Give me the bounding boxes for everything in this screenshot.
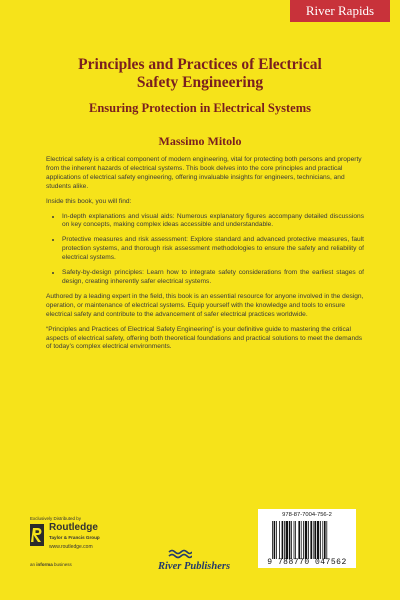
informa-prefix: an xyxy=(30,562,37,567)
barcode-bar xyxy=(272,521,273,559)
river-publishers-wave-icon xyxy=(168,548,192,560)
informa-suffix: business xyxy=(52,562,72,567)
barcode-icon xyxy=(270,521,350,559)
barcode-bar xyxy=(317,521,319,559)
title-line-1: Principles and Practices of Electrical xyxy=(78,56,322,73)
barcode-bar xyxy=(282,521,284,559)
feature-item: • In-depth explanations and visual aids: Numerous explanatory figures accompany detailed discussions on key concepts, making complex ideas accessible and understandable. xyxy=(62,213,364,231)
barcode-bar xyxy=(289,521,291,559)
barcode-bar xyxy=(305,521,307,559)
barcode-bar xyxy=(286,521,288,559)
series-tab: River Rapids xyxy=(290,0,390,22)
routledge-url: www.routledge.com xyxy=(49,544,93,550)
author-name: Massimo Mitolo xyxy=(158,134,242,148)
barcode-digits: 9 788770 047562 xyxy=(267,558,347,567)
barcode-bar xyxy=(320,521,321,559)
barcode-bar xyxy=(326,521,327,559)
publisher-name: River Publishers xyxy=(158,561,231,572)
barcode-bar xyxy=(324,521,326,559)
title-line-2: Safety Engineering xyxy=(136,74,264,91)
barcode-bar xyxy=(314,521,316,559)
barcode-bar xyxy=(284,521,285,559)
barcode-bar xyxy=(303,521,304,559)
barcode-bar xyxy=(310,521,312,559)
intro-paragraph: Electrical safety is a critical component of modern engineering, vital for protecting both persons and property from the inherent hazards of electrical systems. This book delves into the core principles and practical applications of electrical safety engineering, offering invaluable insights for engineers, technicians, and students alike. xyxy=(46,156,362,190)
barcode-bar xyxy=(295,521,296,559)
informa-brand: informa xyxy=(36,562,53,567)
book-subtitle: Ensuring Protection in Electrical Systems xyxy=(89,101,311,115)
authored-paragraph: Authored by a leading expert in the field, this book is an essential resource for anyone involved in the design, operation, or maintenance of electrical systems. Equip yourself with the knowledge and tools to ensure electrical safety and contribute to the advancement of safer electrical practices worldwide. xyxy=(46,292,364,318)
barcode-bar xyxy=(294,521,295,559)
barcode-bar xyxy=(279,521,280,559)
barcode-bar xyxy=(308,521,309,559)
barcode-bar xyxy=(274,521,276,559)
closing-paragraph: “Principles and Practices of Electrical Safety Engineering” is your definitive guide to mastering the critical aspects of electrical safety, offering both theoretical foundations and practical solutions to meet the demands of today’s complex electrical environments. xyxy=(46,325,363,351)
barcode-bar xyxy=(291,521,292,559)
routledge-r-logo-icon xyxy=(30,524,44,546)
barcode-bar xyxy=(301,521,302,559)
barcode-bar xyxy=(276,521,277,559)
feature-list xyxy=(46,213,364,287)
routledge-name: Routledge xyxy=(49,522,98,533)
feature-item: • Protective measures and risk assessment: Explore standard and advanced protective measures, fault protection systems, and thorough risk assessment methodologies to ensure the safety and reliability of electrical systems. xyxy=(62,236,364,263)
distributor-label: Exclusively Distributed by xyxy=(30,516,82,521)
back-cover-description xyxy=(46,156,364,358)
book-title xyxy=(0,56,400,92)
feature-item: • Safety-by-design principles: Learn how to integrate safety considerations from the earliest stages of design, creating inherently safer electrical systems. xyxy=(62,269,364,287)
barcode-bar xyxy=(298,521,300,559)
barcode-bar xyxy=(322,521,323,559)
isbn-barcode-box xyxy=(258,509,356,568)
inside-paragraph: Inside this book, you will find: xyxy=(46,197,132,205)
barcode-bar xyxy=(313,521,314,559)
routledge-group: Taylor & Francis Group xyxy=(49,535,100,540)
isbn-number: 978-87-7004-756-2 xyxy=(282,512,332,518)
informa-line xyxy=(30,562,72,567)
